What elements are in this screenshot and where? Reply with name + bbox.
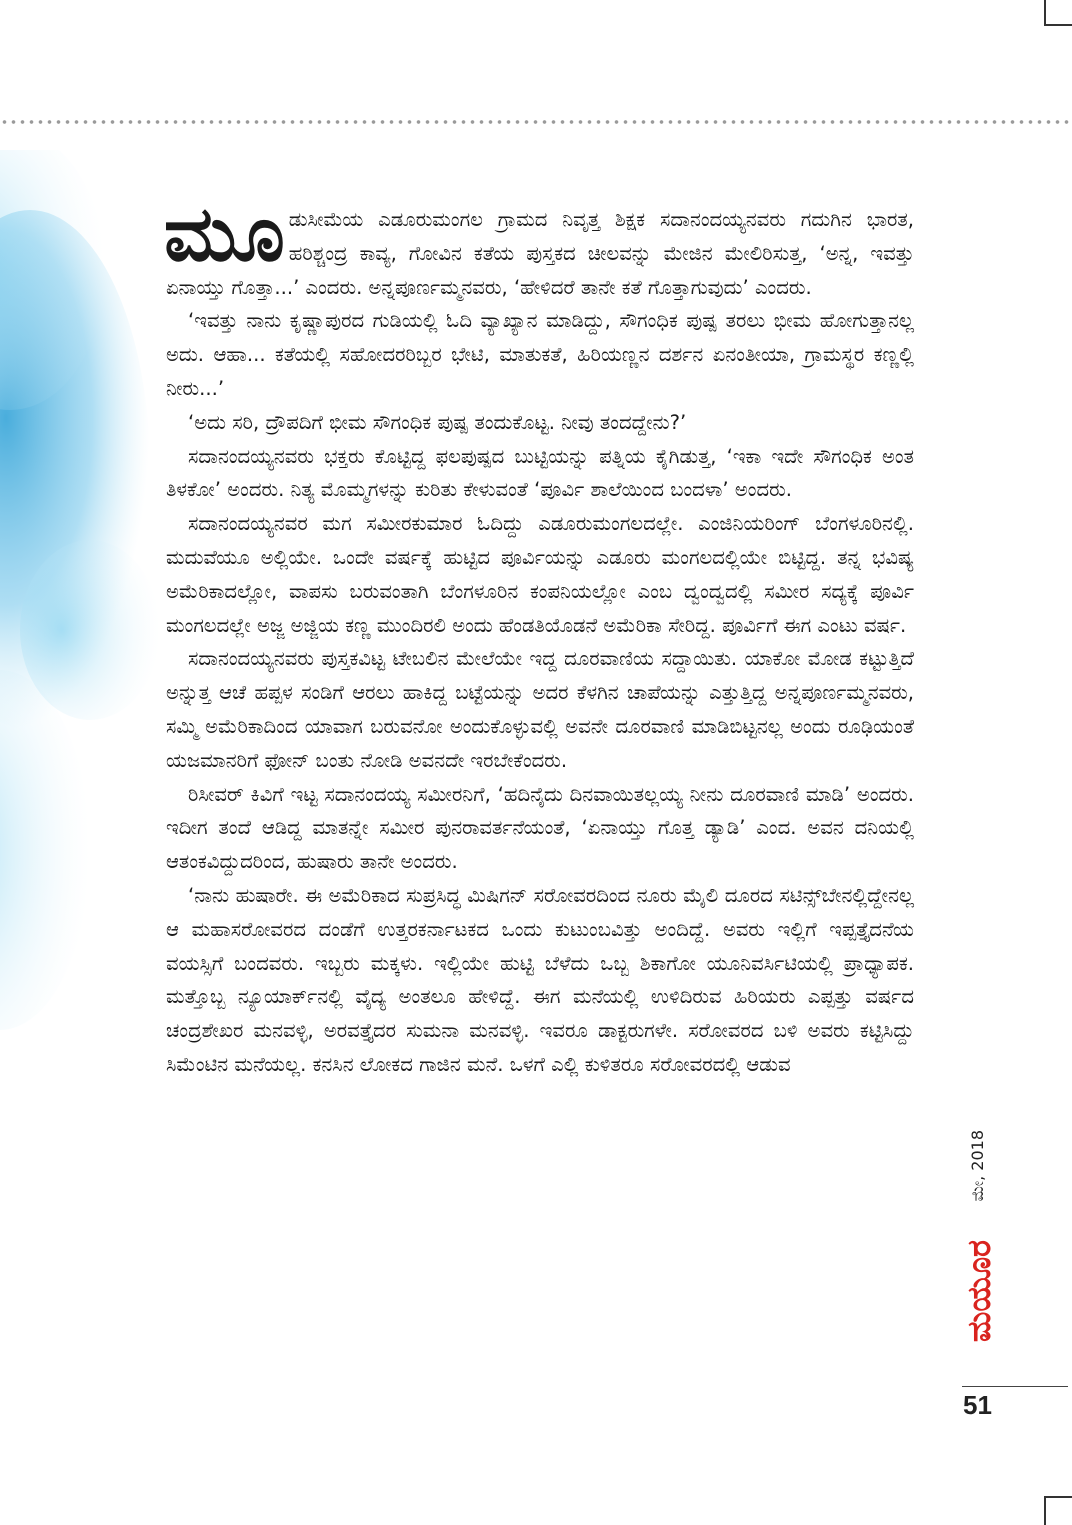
issue-date: ಮೇ, 2018 — [968, 1130, 987, 1202]
article-paragraph: ‘ಇವತ್ತು ನಾನು ಕೃಷ್ಣಾಪುರದ ಗುಡಿಯಲ್ಲಿ ಓದಿ ವ್ಯಾಖ್ಯಾನ ಮಾಡಿದ್ದು, ಸೌಗಂಧಿಕ ಪುಷ್ಪ ತರಲು ಭೀಮ ಹೋಗುತ್ತಾನಲ್ಲ ಅದು. ಆಹಾ... ಕತೆಯಲ್ಲಿ ಸಹೋದರರಿಬ್ಬರ ಭೇಟಿ, ಮಾತುಕತೆ, ಹಿರಿಯಣ್ಣನ ದರ್ಶನ ಏನಂತೀಯಾ, ಗ್ರಾಮಸ್ಥರ ಕಣ್ಣಲ್ಲಿ ನೀರು...’ — [166, 309, 914, 400]
magazine-footer — [960, 1130, 1000, 1380]
article-paragraph: ‘ಅದು ಸರಿ, ದ್ರೌಪದಿಗೆ ಭೀಮ ಸೌಗಂಧಿಕ ಪುಷ್ಪ ತಂದುಕೊಟ್ಟ. ನೀವು ತಂದದ್ದೇನು?’ — [188, 410, 687, 434]
magazine-name: ಮಯೂರ — [960, 1240, 998, 1343]
article-paragraph: ರಿಸೀವರ್ ಕಿವಿಗೆ ಇಟ್ಟ ಸದಾನಂದಯ್ಯ ಸಮೀರನಿಗೆ, ‘ಹದಿನೈದು ದಿನವಾಯಿತಲ್ಲಯ್ಯ ನೀನು ದೂರವಾಣಿ ಮಾಡಿ’ ಅಂದರು. ಇದೀಗ ತಂದೆ ಆಡಿದ್ದ ಮಾತನ್ನೇ ಸಮೀರ ಪುನರಾವರ್ತನೆಯಂತೆ, ‘ಏನಾಯ್ತು ಗೊತ್ತ ಡ್ಯಾಡಿ’ ಎಂದ. ಅವನ ದನಿಯಲ್ಲಿ ಆತಂಕವಿದ್ದುದರಿಂದ, ಹುಷಾರು ತಾನೇ ಅಂದರು. — [166, 782, 914, 874]
crop-mark-bottom-horizontal — [1044, 1496, 1072, 1498]
page-number: 51 — [963, 1390, 992, 1420]
drop-cap: ಮೂ — [164, 189, 285, 278]
article-paragraph: ‘ನಾನು ಹುಷಾರೇ. ಈ ಅಮೆರಿಕಾದ ಸುಪ್ರಸಿದ್ಧ ಮಿಷಿಗನ್ ಸರೋವರದಿಂದ ನೂರು ಮೈಲಿ ದೂರದ ಸಟಿನ್ಸ್‌ಬೇನಲ್ಲಿದ್ದೇನಲ್ಲ ಆ ಮಹಾಸರೋವರದ ದಂಡೆಗೆ ಉತ್ತರಕರ್ನಾಟಕದ ಒಂದು ಕುಟುಂಬವಿತ್ತು ಅಂದಿದ್ದೆ. ಅವರು ಇಲ್ಲಿಗೆ ಇಪ್ಪತ್ತೈದನೆಯ ವಯಸ್ಸಿಗೆ ಬಂದವರು. ಇಬ್ಬರು ಮಕ್ಕಳು. ಇಲ್ಲಿಯೇ ಹುಟ್ಟಿ ಬೆಳೆದು ಒಬ್ಬ ಶಿಕಾಗೋ ಯೂನಿವರ್ಸಿಟಿಯಲ್ಲಿ ಪ್ರಾಧ್ಯಾಪಕ. ಮತ್ತೊಬ್ಬ ನ್ಯೂಯಾರ್ಕ್‌ನಲ್ಲಿ ವೈದ್ಯ ಅಂತಲೂ ಹೇಳಿದ್ದೆ. ಈಗ ಮನೆಯಲ್ಲಿ ಉಳಿದಿರುವ ಹಿರಿಯರು ಎಪ್ಪತ್ತು ವರ್ಷದ ಚಂದ್ರಶೇಖರ ಮನವಳ್ಳಿ, ಅರವತ್ತೈದರ ಸುಮನಾ ಮನವಳ್ಳಿ. ಇವರೂ ಡಾಕ್ಟರುಗಳೇ. ಸರೋವರದ ಬಳಿ ಅವರು ಕಟ್ಟಿಸಿದ್ದು ಸಿಮೆಂಟಿನ ಮನೆಯಲ್ಲ. ಕನಸಿನ ಲೋಕದ ಗಾಜಿನ ಮನೆ. ಒಳಗೆ ಎಲ್ಲಿ ಕುಳಿತರೂ ಸರೋವರದಲ್ಲಿ ಆಡುವ — [166, 883, 914, 1076]
article-paragraph: ಸದಾನಂದಯ್ಯನವರು ಭಕ್ತರು ಕೊಟ್ಟಿದ್ದ ಫಲಪುಷ್ಪದ ಬುಟ್ಟಿಯನ್ನು ಪತ್ನಿಯ ಕೈಗಿಡುತ್ತ, ‘ಇಕಾ ಇದೇ ಸೌಗಂಧಿಕ ಅಂತ ತಿಳಕೋ’ ಅಂದರು. ನಿತ್ಯ ಮೊಮ್ಮಗಳನ್ನು ಕುರಿತು ಕೇಳುವಂತೆ ‘ಪೂರ್ವಿ ಶಾಲೆಯಿಂದ ಬಂದಳಾ’ ಅಂದರು. — [166, 444, 914, 502]
crop-mark-bottom-vertical — [1044, 1496, 1046, 1525]
article-paragraph: ಸದಾನಂದಯ್ಯನವರ ಮಗ ಸಮೀರಕುಮಾರ ಓದಿದ್ದು ಎಡೂರುಮಂಗಲದಲ್ಲೇ. ಎಂಜಿನಿಯರಿಂಗ್ ಬೆಂಗಳೂರಿನಲ್ಲಿ. ಮದುವೆಯೂ ಅಲ್ಲಿಯೇ. ಒಂದೇ ವರ್ಷಕ್ಕೆ ಹುಟ್ಟಿದ ಪೂರ್ವಿಯನ್ನು ಎಡೂರು ಮಂಗಲದಲ್ಲಿಯೇ ಬಿಟ್ಟಿದ್ದ. ತನ್ನ ಭವಿಷ್ಯ ಅಮೆರಿಕಾದಲ್ಲೋ, ವಾಪಸು ಬರುವಂತಾಗಿ ಬೆಂಗಳೂರಿನ ಕಂಪನಿಯಲ್ಲೋ ಎಂಬ ದ್ವಂದ್ವದಲ್ಲಿ ಸಮೀರ ಸದ್ಯಕ್ಕೆ ಪೂರ್ವಿ ಮಂಗಲದಲ್ಲೇ ಅಜ್ಜ ಅಜ್ಜಿಯ ಕಣ್ಣ ಮುಂದಿರಲಿ ಅಂದು ಹೆಂಡತಿಯೊಡನೆ ಅಮೆರಿಕಾ ಸೇರಿದ್ದ. ಪೂರ್ವಿಗೆ ಈಗ ಎಂಟು ವರ್ಷ. — [166, 512, 914, 637]
article-paragraph: ಸದಾನಂದಯ್ಯನವರು ಪುಸ್ತಕವಿಟ್ಟ ಟೇಬಲಿನ ಮೇಲೆಯೇ ಇದ್ದ ದೂರವಾಣಿಯ ಸದ್ದಾಯಿತು. ಯಾಕೋ ಮೋಡ ಕಟ್ಟುತ್ತಿದೆ ಅನ್ನುತ್ತ ಆಚೆ ಹಪ್ಪಳ ಸಂಡಿಗೆ ಆರಲು ಹಾಕಿದ್ದ ಬಟ್ಟೆಯನ್ನು ಅದರ ಕೆಳಗಿನ ಚಾಪೆಯನ್ನು ಎತ್ತುತ್ತಿದ್ದ ಅನ್ನಪೂರ್ಣಮ್ಮನವರು, ಸಮ್ಮಿ ಅಮೆರಿಕಾದಿಂದ ಯಾವಾಗ ಬರುವನೋ ಅಂದುಕೊಳ್ಳುವಲ್ಲಿ ಅವನೇ ದೂರವಾಣಿ ಮಾಡಿಬಿಟ್ಟನಲ್ಲ ಅಂದು ರೂಢಿಯಂತೆ ಯಜಮಾನರಿಗೆ ಫೋನ್ ಬಂತು ನೋಡಿ ಅವನದೇ ಇರಬೇಕೆಂದರು. — [166, 647, 914, 772]
crop-mark-top-vertical — [1044, 0, 1046, 26]
dotted-divider — [0, 118, 1072, 126]
article-body — [164, 189, 914, 1082]
crop-mark-top-horizontal — [1044, 24, 1072, 26]
watercolor-decoration — [0, 150, 170, 1050]
footer-rule — [962, 1386, 1068, 1387]
article-paragraph: ಮೂಡುಸೀಮೆಯ ಎಡೂರುಮಂಗಲ ಗ್ರಾಮದ ನಿವೃತ್ತ ಶಿಕ್ಷಕ ಸದಾನಂದಯ್ಯನವರು ಗದುಗಿನ ಭಾರತ, ಹರಿಶ್ಚಂದ್ರ ಕಾವ್ಯ, ಗೋವಿನ ಕತೆಯ ಪುಸ್ತಕದ ಚೀಲವನ್ನು ಮೇಜಿನ ಮೇಲಿರಿಸುತ್ತ, ‘ಅನ್ನ, ಇವತ್ತು ಏನಾಯ್ತು ಗೊತ್ತಾ...’ ಎಂದರು. ಅನ್ನಪೂರ್ಣಮ್ಮನವರು, ‘ಹೇಳಿದರೆ ತಾನೇ ಕತೆ ಗೊತ್ತಾಗುವುದು’ ಎಂದರು. — [164, 189, 914, 299]
